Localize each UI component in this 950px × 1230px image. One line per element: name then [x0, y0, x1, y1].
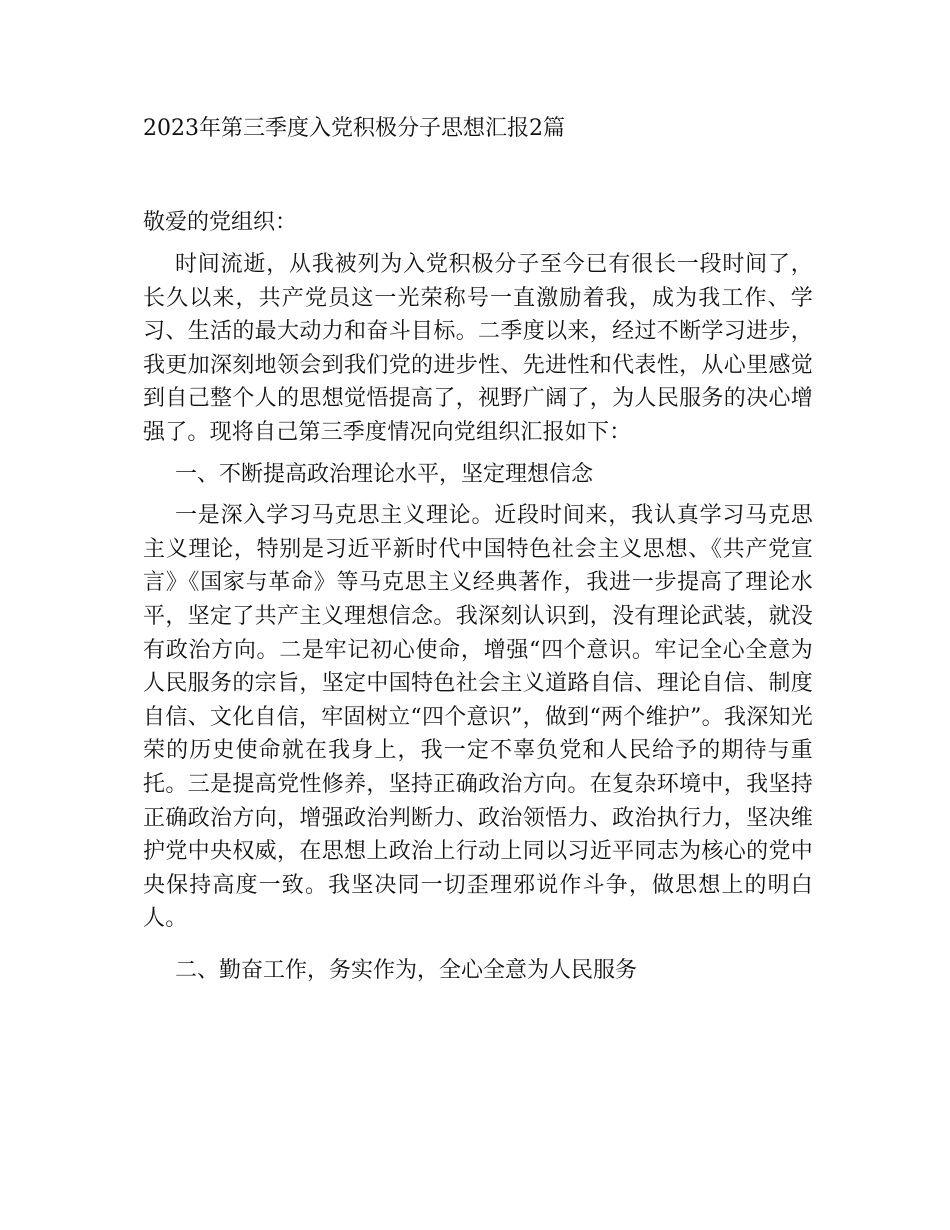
- salutation: 敬爱的党组织：: [143, 210, 298, 235]
- section-heading-1: 一、不断提高政治理论水平，坚定理想信念: [175, 461, 594, 487]
- section-heading-2: 二、勤奋工作，务实作为，全心全意为人民服务: [175, 957, 638, 983]
- document-body: [143, 112, 813, 987]
- document-title: 2023年第三季度入党积极分子思想汇报2篇: [143, 116, 565, 141]
- paragraph-intro: 时间流逝，从我被列为入党积极分子至今已有很长一段时间了，长久以来，共产党员这一光荣称号一直激励着我，成为我工作、学习、生活的最大动力和奋斗目标。二季度以来，经过不断学习进步，我更加深刻地领会到我们党的进步性、先进性和代表性，从心里感觉到自己整个人的思想觉悟提高了，视野广阔了，为人民服务的决心增强了。现将自己第三季度情况向党组织汇报如下：: [143, 252, 813, 445]
- paragraph-section-1: 一是深入学习马克思主义理论。近段时间来，我认真学习马克思主义理论，特别是习近平新时代中国特色社会主义思想、《共产党宣言》《国家与革命》等马克思主义经典著作，我进一步提高了理论水平，坚定了共产主义理想信念。我深刻认识到，没有理论武装，就没有政治方向。二是牢记初心使命，增强“四个意识。牢记全心全意为人民服务的宗旨，坚定中国特色社会主义道路自信、理论自信、制度自信、文化自信，牢固树立“四个意识”，做到“两个维护”。我深知光荣的历史使命就在我身上，我一定不辜负党和人民给予的期待与重托。三是提高党性修养，坚持正确政治方向。在复杂环境中，我坚持正确政治方向，增强政治判断力、政治领悟力、政治执行力，坚决维护党中央权威，在思想上政治上行动上同以习近平同志为核心的党中央保持高度一致。我坚决同一切歪理邪说作斗争，做思想上的明白人。: [143, 503, 813, 932]
